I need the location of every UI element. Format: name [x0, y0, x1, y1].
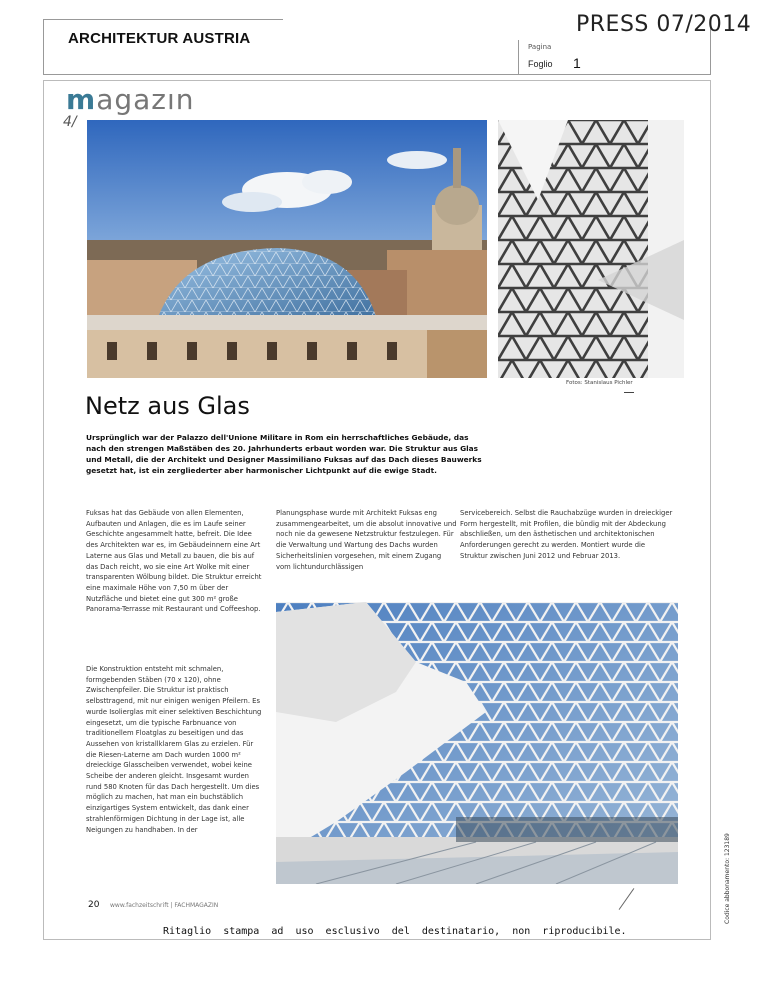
publication-title: ARCHITEKTUR AUSTRIA: [68, 30, 251, 47]
header-divider: [518, 40, 519, 75]
foglio-label: Foglio: [528, 59, 553, 69]
glass-roof-interior-graphic: [276, 602, 678, 884]
photo-credit: Fotos: Stanislaus Pichler: [566, 380, 633, 386]
interior-lattice-photo: [498, 120, 684, 378]
article-column-2: Planungsphase wurde mit Architekt Fuksas eng zusammengearbeitet, um die absolut innovative und noch nie da gewesene Netzstruktur festzulegen. Für die Verwaltung und Wartung des Dachs wurden Sicherheitslinien vorgesehen, mit einem Zugang vom lichtundurchlässigen: [276, 509, 457, 571]
press-date-label: PRESS 07/2014: [576, 12, 752, 37]
pagina-label: Pagina: [528, 43, 552, 51]
page-number: 20: [88, 900, 100, 910]
footer-site-line: www.fachzeitschrift | FACHMAGAZIN: [110, 902, 219, 909]
magazine-brand: [66, 83, 195, 116]
article-column-1-continued: Die Konstruktion entsteht mit schmalen, formgebenden Stäben (70 x 120), ohne Zwischenpfeiler. Die Struktur ist praktisch selbsttragend, mit nur einigen wenigen Pfeilern. Es wurde Isolierglas mit einer selektiven Beschichtung eingesetzt, um die typische Farbnuance von traditionellem Floatglas zu beseitigen und das Aussehen von kristallklarem Glas zu erzielen. Für die Riesen-Laterne am Dach wurden 1000 m² dreieckige Glasscheiben verwendet, wobei keine Scheibe der anderen gleicht. Insgesamt wurden rund 580 Knoten für das Dach hergestellt. Um dies möglich zu machen, hat man ein buchstäblich einzigartiges System entwickelt, das dank einer strahlenförmigen Dichtung in der Lage ist, alle Neigungen zu handhaben. In der: [86, 665, 262, 834]
clipping-notice: Ritaglio stampa ad uso esclusivo del destinatario, non riproducibile.: [163, 926, 627, 937]
rooftop-photo-graphic: [87, 120, 487, 378]
article-lead: Ursprünglich war der Palazzo dell'Unione Militare in Rom ein herrschaftliches Gebäude, das nach den strengen Maßstäben des 20. Jahrhunderts erbaut worden war. Die Struktur aus Glas und Metall, die der Architekt und Designer Massimiliano Fuksas auf das Dach dieses Bauwerks gesetzt hat, ist ein zergliederter aber harmonischer Lichtpunkt auf die ewige Stadt.: [86, 433, 482, 475]
brand-initial: m: [66, 83, 97, 116]
issue-mark: 4/: [63, 114, 77, 130]
article-column-3: Servicebereich. Selbst die Rauchabzüge wurden in dreieckiger Form hergestellt, mit Profilen, die bündig mit der Abdeckung abschließen, um den ästhetischen und architektonischen Anforderungen gerecht zu werden. Montiert wurde die Struktur zwischen Juni 2012 und Februar 2013.: [460, 509, 673, 560]
foglio-value: 1: [573, 55, 581, 71]
article-column-1: Fuksas hat das Gebäude von allen Elementen, Aufbauten und Anlagen, die es im Laufe seiner Geschichte angesammelt hatte, befreit. Die Idee des Architekten war es, im Gebäudeinnern eine Art Laterne aus Glas und Metall zu bauen, die bis auf das Dach reicht, wo sie eine Art Wolke mit einer transparenten Wölbung bildet. Die Struktur erreicht eine maximale Höhe von 7,50 m über der Nutzfläche und bietet eine gut 300 m² große Panorama-Terrasse mit Restaurant und Coffeeshop.: [86, 509, 262, 614]
brand-rest: agazın: [96, 83, 195, 116]
glass-roof-interior-photo: [276, 602, 678, 884]
article-headline: Netz aus Glas: [85, 392, 250, 420]
credit-rule: [624, 392, 634, 393]
interior-lattice-graphic: [498, 120, 684, 378]
rooftop-photo: [87, 120, 487, 378]
subscription-code: Codice abbonamento: 123189: [724, 833, 731, 924]
